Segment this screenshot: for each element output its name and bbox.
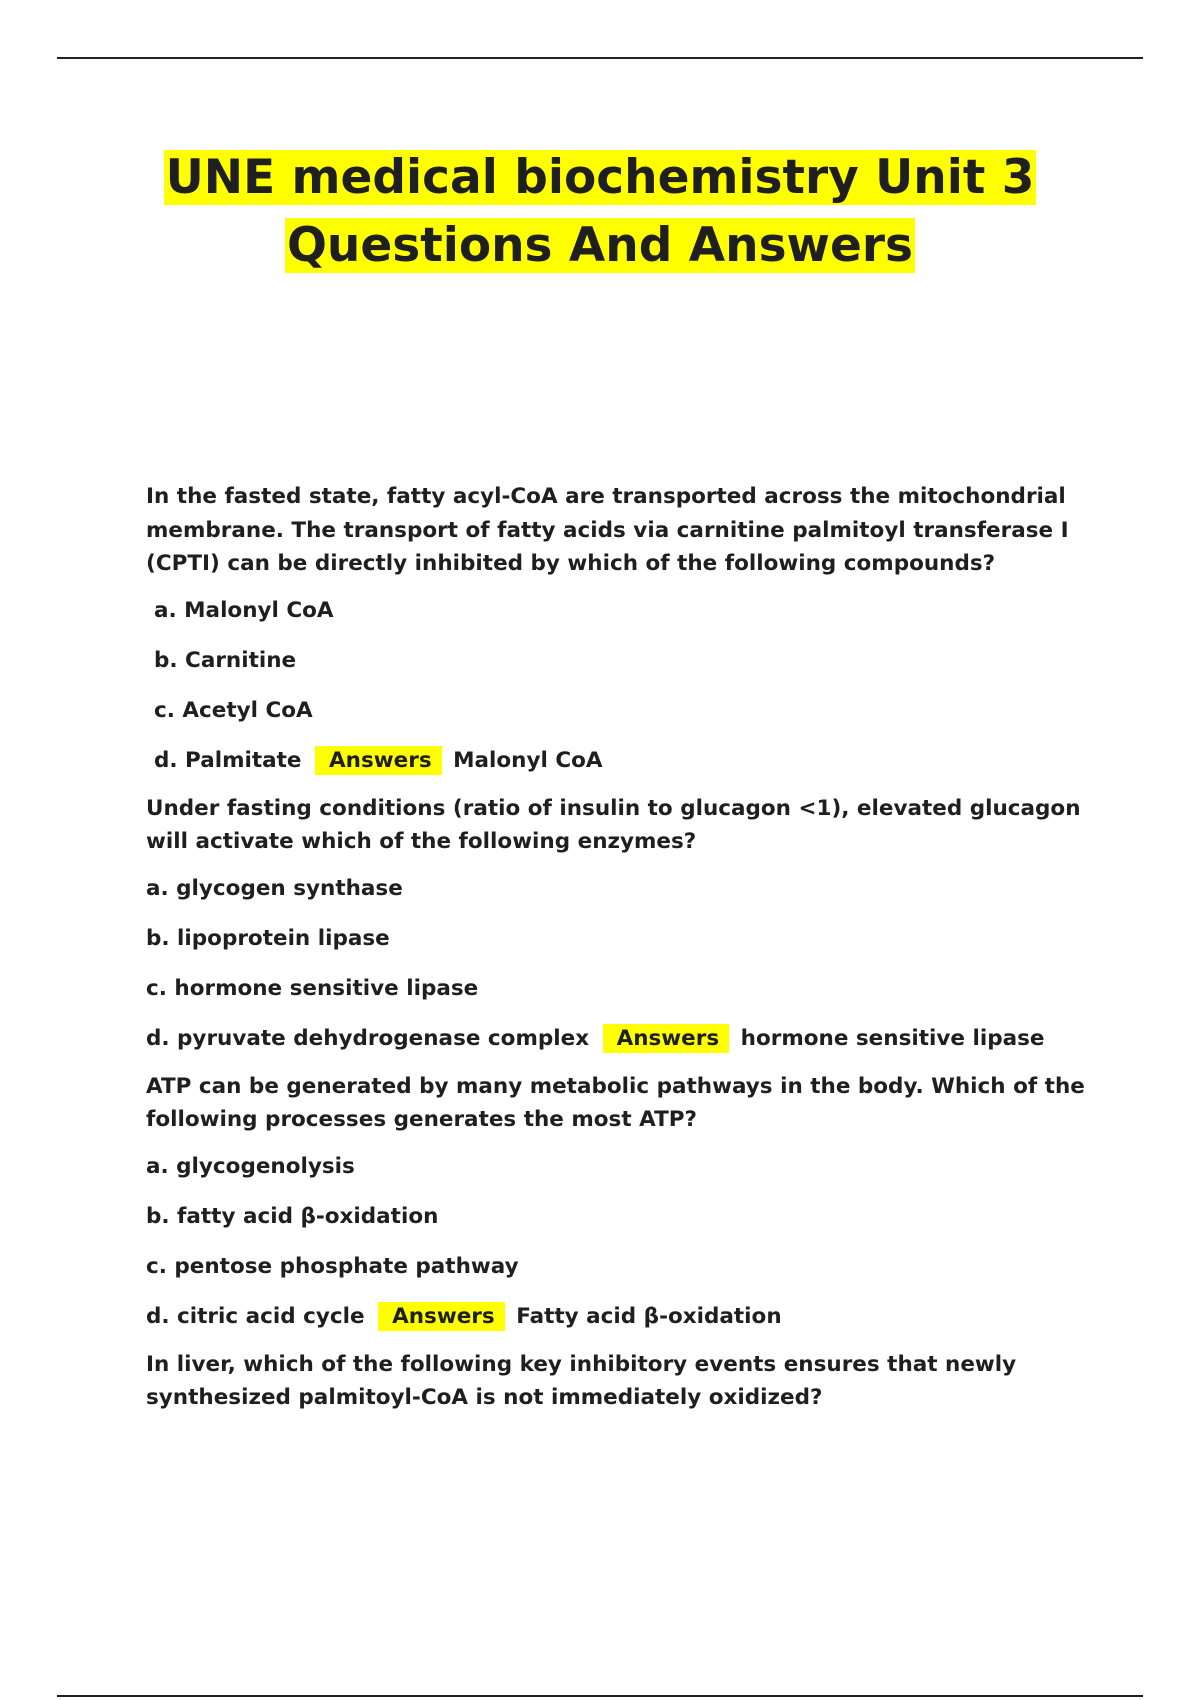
question-2-answer: hormone sensitive lipase [740,1025,1045,1051]
question-3-text: ATP can be generated by many metabolic pathways in the body. Which of the following processes generates the most ATP? [146,1073,1085,1132]
answer-tag-3: Answers [378,1302,505,1331]
questions-section [146,480,1096,1415]
top-rule [57,57,1143,59]
answer-tag-1: Answers [315,746,442,775]
question-2-option-c: c. hormone sensitive lipase [146,975,479,1001]
question-2-option-d: d. pyruvate dehydrogenase complex [146,1025,590,1051]
question-4-text: In liver, which of the following key inhibitory events ensures that newly synthesized palmitoyl-CoA is not immediately oxidized? [146,1351,1017,1410]
document-title [0,144,1200,280]
title-line-2: Questions And Answers [286,218,914,273]
question-2-option-b: b. lipoprotein lipase [146,925,390,951]
question-3-option-a: a. glycogenolysis [146,1153,355,1179]
question-2-text: Under fasting conditions (ratio of insulin to glucagon <1), elevated glucagon will activate which of the following enzymes? [146,795,1081,854]
question-2-option-a: a. glycogen synthase [146,875,403,901]
title-line-1: UNE medical biochemistry Unit 3 [165,150,1035,205]
bottom-rule [57,1695,1143,1697]
question-1-option-d-line [146,736,1096,786]
question-1-option-d: d. Palmitate [154,747,302,773]
question-3-option-d: d. citric acid cycle [146,1303,365,1329]
question-3-option-b: b. fatty acid β-oxidation [146,1203,439,1229]
question-3-option-d-line [146,1292,1096,1342]
question-3-answer: Fatty acid β-oxidation [516,1303,782,1329]
question-1-option-b: b. Carnitine [154,647,297,673]
question-1-option-c: c. Acetyl CoA [154,697,313,723]
question-3-option-c: c. pentose phosphate pathway [146,1253,519,1279]
question-1-answer: Malonyl CoA [453,747,603,773]
question-2-option-d-line [146,1014,1096,1064]
question-1-text: In the fasted state, fatty acyl-CoA are transported across the mitochondrial membrane. The transport of fatty acids via carnitine palmitoyl transferase I (CPTI) can be directly inhibited by which of the following compounds? [146,484,1069,576]
answer-tag-2: Answers [603,1024,730,1053]
question-1-option-a: a. Malonyl CoA [154,597,334,623]
